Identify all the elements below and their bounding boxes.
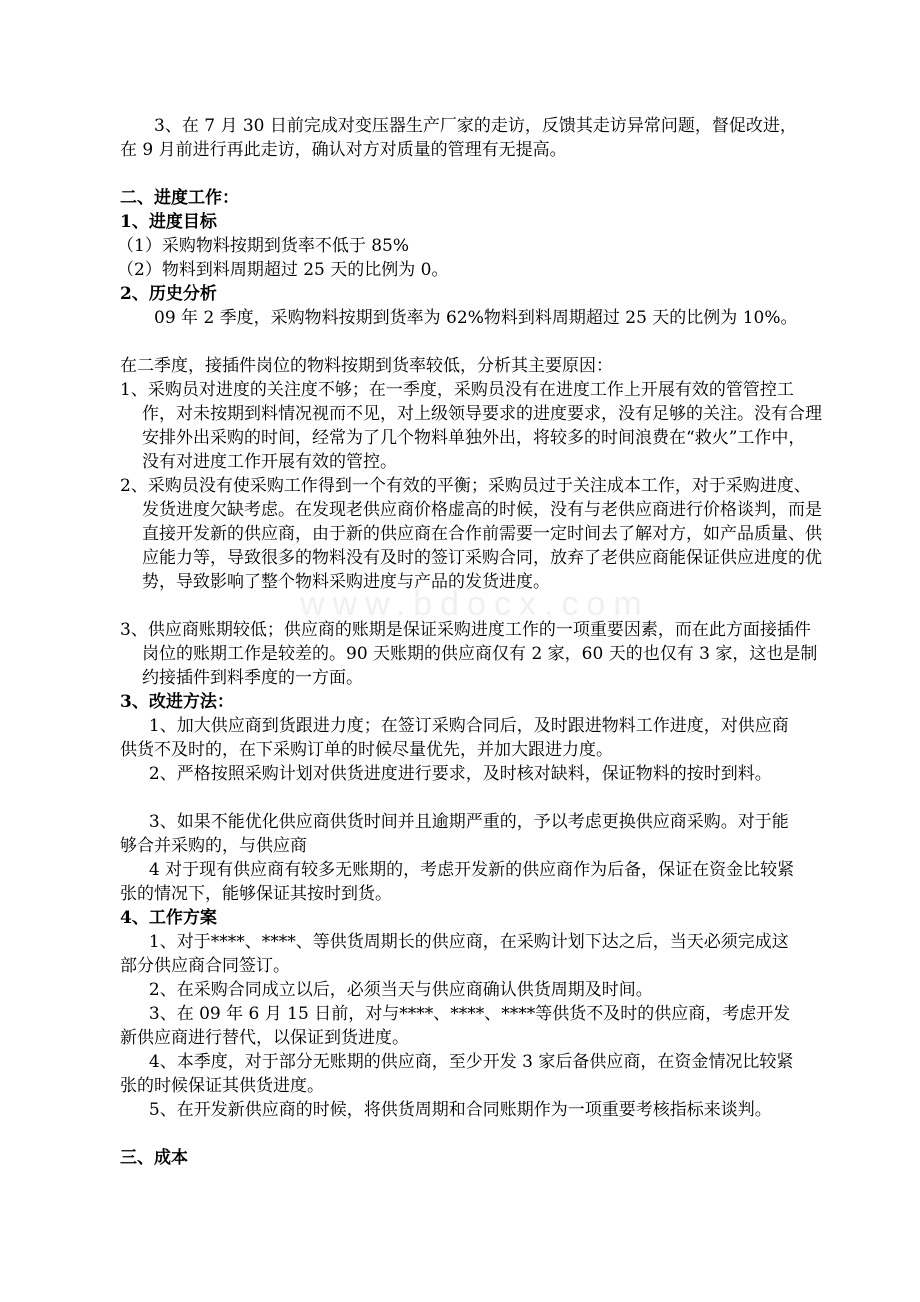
reason-item-1: 1、采购员对进度的关注度不够；在一季度，采购员没有在进度工作上开展有效的管管控工作，对未按期到料情况视而不见，对上级领导要求的进度要求，没有足够的关注。没有合理安排外出采购的时间，经常为了几个物料单独外出，将较多的时间浪费在“救火”工作中，没有对进度工作开展有效的管控。 [120, 380, 822, 472]
subheading-progress-goal: 1、进度目标 [120, 212, 217, 232]
plan-item-2: 2、在采购合同成立以后，必须当天与供应商确认供货周期及时间。 [148, 980, 653, 1000]
subheading-improvement: 3、改进方法： [120, 692, 234, 712]
plan-item-4: 4、本季度，对于部分无账期的供应商，至少开发 3 家后备供应商，在资金情况比较紧张的时候保证其供货进度。 [120, 1052, 794, 1096]
reason-item-3: 3、供应商账期较低；供应商的账期是保证采购进度工作的一项重要因素，而在此方面接插件岗位的账期工作是较差的。90 天账期的供应商仅有 2 家，60 天的也仅有 3 家，这也是制约接插件到料季度的一方面。 [120, 620, 818, 688]
paragraph-supplier-visit: 3、在 7 月 30 日前完成对变压器生产厂家的走访，反馈其走访异常问题，督促改进，在 9 月前进行再此走访，确认对方对质量的管理有无提高。 [120, 116, 797, 160]
subheading-history-analysis: 2、历史分析 [120, 284, 217, 304]
subheading-work-plan: 4、工作方案 [120, 908, 217, 928]
paragraph-history: 09 年 2 季度，采购物料按期到货率为 62%物料到料周期超过 25 天的比例为 10%。 [154, 308, 798, 328]
reason-item-2: 2、采购员没有使采购工作得到一个有效的平衡；采购员过于关注成本工作，对于采购进度、发货进度欠缺考虑。在发现老供应商价格虚高的时候，没有与老供应商进行价格谈判，而是直接开发新的供应商，由于新的供应商在合作前需要一定时间去了解对方，如产品质量、供应能力等，导致很多的物料没有及时的签订采购合同，放弃了老供应商能保证供应进度的优势，导致影响了整个物料采购进度与产品的发货进度。 [120, 476, 822, 592]
plan-item-5: 5、在开发新供应商的时候，将供货周期和合同账期作为一项重要考核指标来谈判。 [148, 1100, 772, 1120]
method-item-1: 1、加大供应商到货跟进力度；在签订采购合同后，及时跟进物料工作进度，对供应商供货不及时的，在下采购订单的时候尽量优先，并加大跟进力度。 [120, 716, 789, 760]
plan-item-3: 3、在 09 年 6 月 15 日前，对与****、****、****等供货不及时的供应商，考虑开发新供应商进行替代，以保证到货进度。 [120, 1004, 791, 1048]
goal-item-1: （1）采购物料按期到货率不低于 85% [117, 236, 410, 256]
paragraph-history-intro: 在二季度，接插件岗位的物料按期到货率较低，分析其主要原因： [120, 356, 613, 376]
goal-item-2: （2）物料到料周期超过 25 天的比例为 0。 [117, 260, 449, 280]
plan-item-1: 1、对于****、****、等供货周期长的供应商，在采购计划下达之后，当天必须完成这部分供应商合同签订。 [120, 932, 789, 976]
section-heading-cost: 三、成本 [120, 1148, 188, 1168]
section-heading-progress: 二、进度工作： [120, 188, 239, 208]
method-item-3: 3、如果不能优化供应商供货时间并且逾期严重的，予以考虑更换供应商采购。对于能够合并采购的，与供应商 [120, 812, 789, 856]
method-item-2: 2、严格按照采购计划对供货进度进行要求，及时核对缺料，保证物料的按时到料。 [148, 764, 772, 784]
watermark: www.bdocx.com [300, 585, 650, 623]
method-item-4: 4 对于现有供应商有较多无账期的，考虑开发新的供应商作为后备，保证在资金比较紧张的情况下，能够保证其按时到货。 [120, 860, 795, 904]
